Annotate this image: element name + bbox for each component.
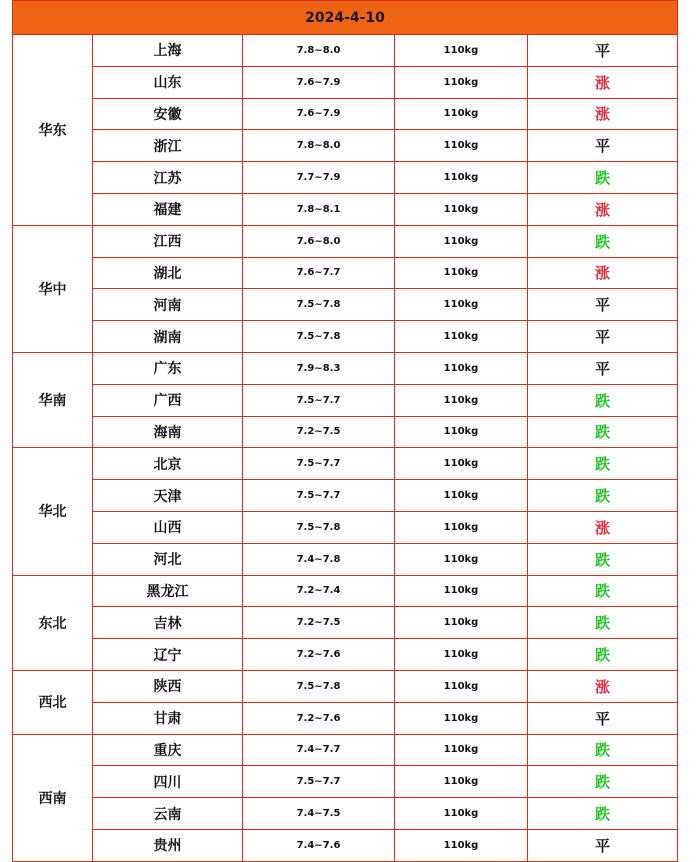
table-row [13, 670, 678, 702]
table-row [13, 130, 678, 162]
weight-cell: 110kg [395, 162, 528, 194]
province-cell: 重庆 [93, 734, 243, 766]
weight-cell: 110kg [395, 35, 528, 67]
region-cell: 西南 [13, 734, 93, 861]
trend-cell: 涨 [528, 257, 678, 289]
trend-cell: 跌 [528, 448, 678, 480]
trend-cell: 涨 [528, 511, 678, 543]
trend-cell: 跌 [528, 543, 678, 575]
region-cell: 华东 [13, 35, 93, 226]
price-cell: 7.8~8.1 [243, 193, 395, 225]
weight-cell: 110kg [395, 130, 528, 162]
table-row [13, 321, 678, 353]
price-cell: 7.5~7.7 [243, 766, 395, 798]
trend-cell: 跌 [528, 480, 678, 512]
table-row [13, 416, 678, 448]
trend-cell: 跌 [528, 734, 678, 766]
price-table-body [13, 1, 678, 862]
table-row [13, 607, 678, 639]
weight-cell: 110kg [395, 448, 528, 480]
table-row [13, 639, 678, 671]
price-cell: 7.6~7.9 [243, 98, 395, 130]
province-cell: 辽宁 [93, 639, 243, 671]
table-row [13, 734, 678, 766]
trend-cell: 平 [528, 321, 678, 353]
weight-cell: 110kg [395, 607, 528, 639]
price-cell: 7.6~8.0 [243, 225, 395, 257]
weight-cell: 110kg [395, 575, 528, 607]
province-cell: 广东 [93, 352, 243, 384]
table-row [13, 98, 678, 130]
table-row [13, 257, 678, 289]
trend-cell: 跌 [528, 225, 678, 257]
weight-cell: 110kg [395, 734, 528, 766]
province-cell: 天津 [93, 480, 243, 512]
province-cell: 云南 [93, 798, 243, 830]
table-row [13, 829, 678, 861]
region-cell: 西北 [13, 670, 93, 734]
province-cell: 河北 [93, 543, 243, 575]
weight-cell: 110kg [395, 798, 528, 830]
trend-cell: 跌 [528, 575, 678, 607]
province-cell: 江西 [93, 225, 243, 257]
province-cell: 贵州 [93, 829, 243, 861]
trend-cell: 平 [528, 35, 678, 67]
price-cell: 7.4~7.8 [243, 543, 395, 575]
weight-cell: 110kg [395, 352, 528, 384]
table-row [13, 193, 678, 225]
weight-cell: 110kg [395, 289, 528, 321]
price-cell: 7.5~7.8 [243, 321, 395, 353]
table-row [13, 225, 678, 257]
weight-cell: 110kg [395, 702, 528, 734]
table-row [13, 702, 678, 734]
trend-cell: 跌 [528, 639, 678, 671]
trend-cell: 平 [528, 702, 678, 734]
price-cell: 7.4~7.6 [243, 829, 395, 861]
table-row [13, 543, 678, 575]
province-cell: 广西 [93, 384, 243, 416]
weight-cell: 110kg [395, 66, 528, 98]
trend-cell: 跌 [528, 384, 678, 416]
province-cell: 北京 [93, 448, 243, 480]
weight-cell: 110kg [395, 766, 528, 798]
province-cell: 浙江 [93, 130, 243, 162]
weight-cell: 110kg [395, 511, 528, 543]
price-cell: 7.9~8.3 [243, 352, 395, 384]
table-row [13, 511, 678, 543]
trend-cell: 涨 [528, 66, 678, 98]
table-row [13, 66, 678, 98]
price-cell: 7.2~7.4 [243, 575, 395, 607]
trend-cell: 涨 [528, 98, 678, 130]
trend-cell: 跌 [528, 416, 678, 448]
region-cell: 华中 [13, 225, 93, 352]
table-row [13, 766, 678, 798]
trend-cell: 平 [528, 289, 678, 321]
price-cell: 7.5~7.8 [243, 289, 395, 321]
price-cell: 7.6~7.9 [243, 66, 395, 98]
price-cell: 7.2~7.5 [243, 607, 395, 639]
weight-cell: 110kg [395, 384, 528, 416]
province-cell: 福建 [93, 193, 243, 225]
table-row [13, 35, 678, 67]
weight-cell: 110kg [395, 416, 528, 448]
table-row [13, 352, 678, 384]
price-cell: 7.8~8.0 [243, 130, 395, 162]
province-cell: 四川 [93, 766, 243, 798]
region-cell: 东北 [13, 575, 93, 670]
trend-cell: 跌 [528, 162, 678, 194]
weight-cell: 110kg [395, 480, 528, 512]
trend-cell: 跌 [528, 798, 678, 830]
table-row [13, 575, 678, 607]
trend-cell: 平 [528, 829, 678, 861]
trend-cell: 跌 [528, 766, 678, 798]
date-header: 2024-4-10 [13, 1, 678, 35]
province-cell: 黑龙江 [93, 575, 243, 607]
province-cell: 湖南 [93, 321, 243, 353]
price-cell: 7.4~7.5 [243, 798, 395, 830]
province-cell: 陕西 [93, 670, 243, 702]
weight-cell: 110kg [395, 639, 528, 671]
weight-cell: 110kg [395, 225, 528, 257]
region-cell: 华南 [13, 352, 93, 447]
price-cell: 7.6~7.7 [243, 257, 395, 289]
weight-cell: 110kg [395, 829, 528, 861]
table-row [13, 384, 678, 416]
price-cell: 7.5~7.7 [243, 480, 395, 512]
trend-cell: 平 [528, 130, 678, 162]
province-cell: 江苏 [93, 162, 243, 194]
province-cell: 河南 [93, 289, 243, 321]
province-cell: 海南 [93, 416, 243, 448]
province-cell: 吉林 [93, 607, 243, 639]
price-cell: 7.5~7.7 [243, 448, 395, 480]
province-cell: 安徽 [93, 98, 243, 130]
price-table-container [12, 0, 677, 862]
price-cell: 7.5~7.8 [243, 670, 395, 702]
weight-cell: 110kg [395, 321, 528, 353]
price-cell: 7.5~7.8 [243, 511, 395, 543]
table-row [13, 162, 678, 194]
price-cell: 7.4~7.7 [243, 734, 395, 766]
weight-cell: 110kg [395, 257, 528, 289]
price-cell: 7.7~7.9 [243, 162, 395, 194]
province-cell: 湖北 [93, 257, 243, 289]
table-row [13, 480, 678, 512]
weight-cell: 110kg [395, 670, 528, 702]
price-cell: 7.8~8.0 [243, 35, 395, 67]
table-row [13, 289, 678, 321]
price-table [12, 0, 678, 862]
price-cell: 7.5~7.7 [243, 384, 395, 416]
trend-cell: 涨 [528, 670, 678, 702]
price-cell: 7.2~7.6 [243, 639, 395, 671]
province-cell: 山西 [93, 511, 243, 543]
province-cell: 甘肃 [93, 702, 243, 734]
trend-cell: 跌 [528, 607, 678, 639]
province-cell: 上海 [93, 35, 243, 67]
price-cell: 7.2~7.6 [243, 702, 395, 734]
table-row [13, 448, 678, 480]
trend-cell: 涨 [528, 193, 678, 225]
table-row [13, 798, 678, 830]
price-cell: 7.2~7.5 [243, 416, 395, 448]
trend-cell: 平 [528, 352, 678, 384]
weight-cell: 110kg [395, 98, 528, 130]
province-cell: 山东 [93, 66, 243, 98]
header-row [13, 1, 678, 35]
weight-cell: 110kg [395, 193, 528, 225]
region-cell: 华北 [13, 448, 93, 575]
weight-cell: 110kg [395, 543, 528, 575]
